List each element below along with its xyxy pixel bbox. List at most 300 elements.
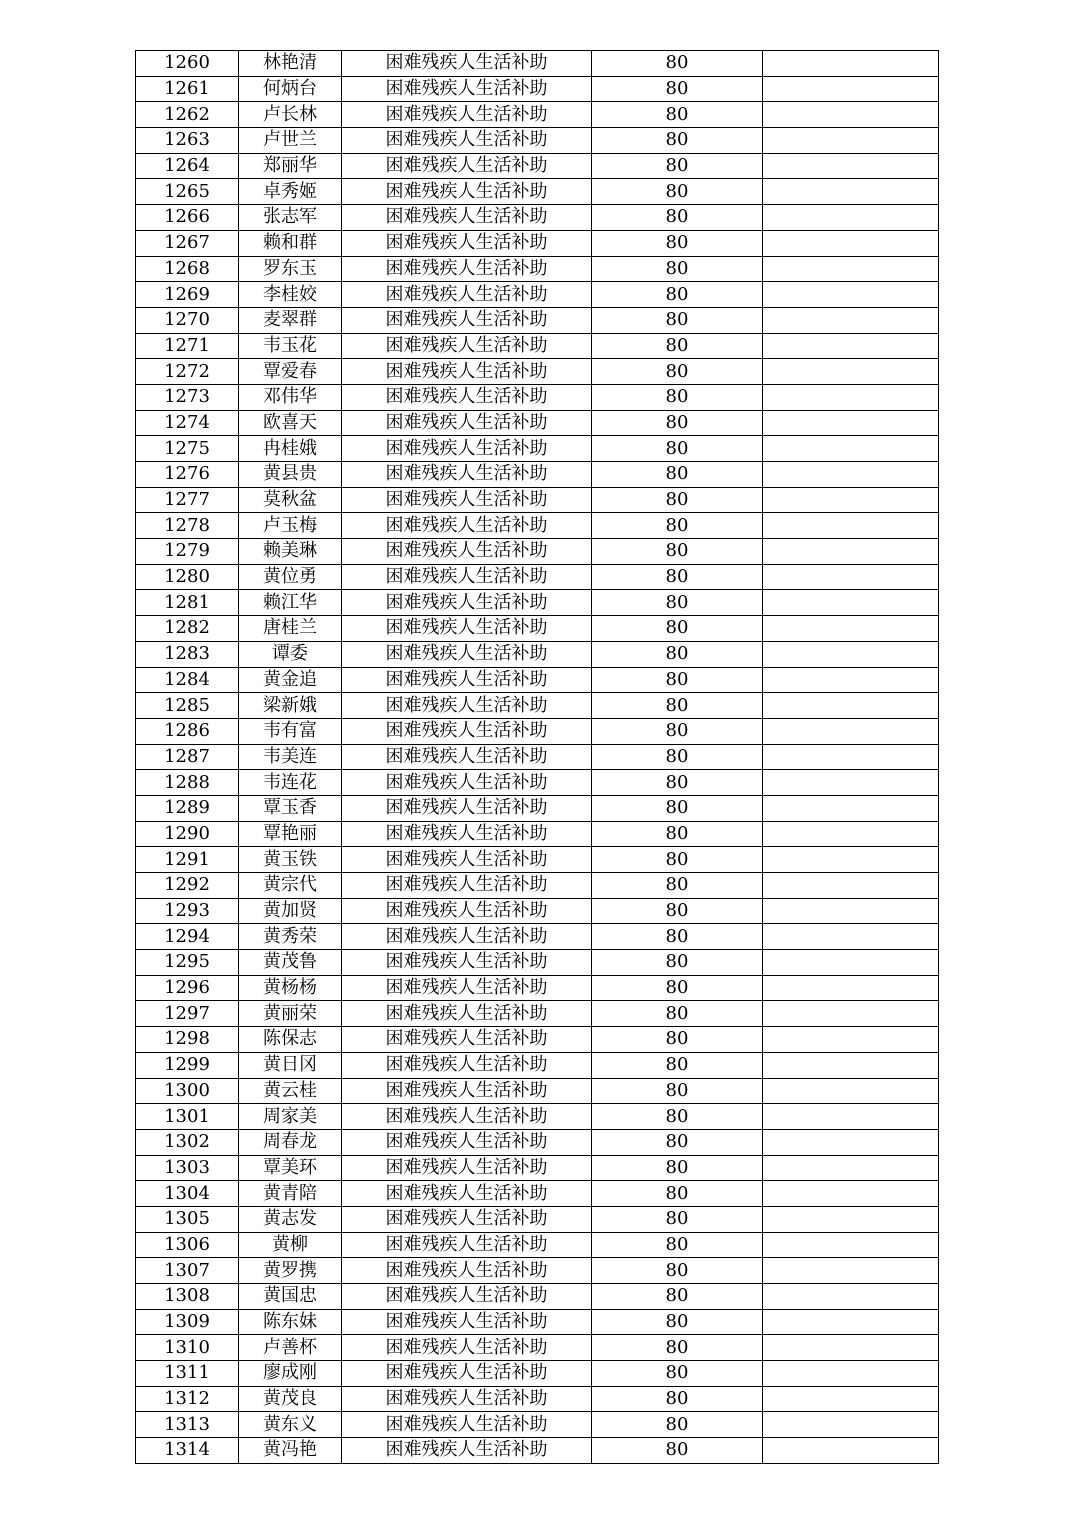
remarks-cell bbox=[763, 873, 939, 899]
subsidy-type-cell: 困难残疾人生活补助 bbox=[342, 847, 592, 873]
amount-cell: 80 bbox=[592, 667, 763, 693]
remarks-cell bbox=[763, 205, 939, 231]
row-number-cell: 1299 bbox=[136, 1052, 239, 1078]
remarks-cell bbox=[763, 1438, 939, 1464]
row-number-cell: 1273 bbox=[136, 384, 239, 410]
subsidy-type-cell: 困难残疾人生活补助 bbox=[342, 1258, 592, 1284]
table-row bbox=[136, 1309, 939, 1335]
table-row bbox=[136, 1027, 939, 1053]
row-number-cell: 1283 bbox=[136, 641, 239, 667]
table-row bbox=[136, 693, 939, 719]
person-name-cell: 廖成刚 bbox=[239, 1361, 342, 1387]
subsidy-table bbox=[135, 50, 939, 1464]
subsidy-type-cell: 困难残疾人生活补助 bbox=[342, 205, 592, 231]
amount-cell: 80 bbox=[592, 487, 763, 513]
subsidy-type-cell: 困难残疾人生活补助 bbox=[342, 128, 592, 154]
subsidy-type-cell: 困难残疾人生活补助 bbox=[342, 975, 592, 1001]
row-number-cell: 1274 bbox=[136, 410, 239, 436]
amount-cell: 80 bbox=[592, 1335, 763, 1361]
amount-cell: 80 bbox=[592, 102, 763, 128]
amount-cell: 80 bbox=[592, 1052, 763, 1078]
table-row bbox=[136, 1386, 939, 1412]
remarks-cell bbox=[763, 282, 939, 308]
amount-cell: 80 bbox=[592, 179, 763, 205]
remarks-cell bbox=[763, 179, 939, 205]
subsidy-type-cell: 困难残疾人生活补助 bbox=[342, 898, 592, 924]
remarks-cell bbox=[763, 1078, 939, 1104]
amount-cell: 80 bbox=[592, 256, 763, 282]
remarks-cell bbox=[763, 975, 939, 1001]
table-row bbox=[136, 950, 939, 976]
person-name-cell: 冉桂娥 bbox=[239, 436, 342, 462]
person-name-cell: 韦玉花 bbox=[239, 333, 342, 359]
subsidy-type-cell: 困难残疾人生活补助 bbox=[342, 718, 592, 744]
row-number-cell: 1292 bbox=[136, 873, 239, 899]
person-name-cell: 黄东义 bbox=[239, 1412, 342, 1438]
subsidy-type-cell: 困难残疾人生活补助 bbox=[342, 307, 592, 333]
person-name-cell: 张志军 bbox=[239, 205, 342, 231]
table-row bbox=[136, 539, 939, 565]
remarks-cell bbox=[763, 153, 939, 179]
subsidy-type-cell: 困难残疾人生活补助 bbox=[342, 1361, 592, 1387]
remarks-cell bbox=[763, 1386, 939, 1412]
amount-cell: 80 bbox=[592, 1386, 763, 1412]
remarks-cell bbox=[763, 1258, 939, 1284]
amount-cell: 80 bbox=[592, 410, 763, 436]
row-number-cell: 1309 bbox=[136, 1309, 239, 1335]
table-row bbox=[136, 616, 939, 642]
remarks-cell bbox=[763, 76, 939, 102]
person-name-cell: 黄日冈 bbox=[239, 1052, 342, 1078]
amount-cell: 80 bbox=[592, 282, 763, 308]
row-number-cell: 1303 bbox=[136, 1155, 239, 1181]
person-name-cell: 黄国忠 bbox=[239, 1284, 342, 1310]
row-number-cell: 1297 bbox=[136, 1001, 239, 1027]
person-name-cell: 韦美连 bbox=[239, 744, 342, 770]
subsidy-type-cell: 困难残疾人生活补助 bbox=[342, 282, 592, 308]
row-number-cell: 1291 bbox=[136, 847, 239, 873]
amount-cell: 80 bbox=[592, 539, 763, 565]
person-name-cell: 谭委 bbox=[239, 641, 342, 667]
person-name-cell: 覃爱春 bbox=[239, 359, 342, 385]
row-number-cell: 1266 bbox=[136, 205, 239, 231]
table-row bbox=[136, 282, 939, 308]
row-number-cell: 1294 bbox=[136, 924, 239, 950]
amount-cell: 80 bbox=[592, 590, 763, 616]
table-row bbox=[136, 1155, 939, 1181]
remarks-cell bbox=[763, 898, 939, 924]
table-row bbox=[136, 873, 939, 899]
person-name-cell: 黄金追 bbox=[239, 667, 342, 693]
person-name-cell: 黄志发 bbox=[239, 1206, 342, 1232]
table-row bbox=[136, 898, 939, 924]
table-row bbox=[136, 1129, 939, 1155]
person-name-cell: 周家美 bbox=[239, 1104, 342, 1130]
amount-cell: 80 bbox=[592, 462, 763, 488]
remarks-cell bbox=[763, 1155, 939, 1181]
subsidy-type-cell: 困难残疾人生活补助 bbox=[342, 1129, 592, 1155]
person-name-cell: 黄丽荣 bbox=[239, 1001, 342, 1027]
table-row bbox=[136, 795, 939, 821]
row-number-cell: 1260 bbox=[136, 51, 239, 77]
person-name-cell: 黄加贤 bbox=[239, 898, 342, 924]
subsidy-type-cell: 困难残疾人生活补助 bbox=[342, 1438, 592, 1464]
row-number-cell: 1306 bbox=[136, 1232, 239, 1258]
table-row bbox=[136, 744, 939, 770]
person-name-cell: 周春龙 bbox=[239, 1129, 342, 1155]
person-name-cell: 黄位勇 bbox=[239, 564, 342, 590]
subsidy-type-cell: 困难残疾人生活补助 bbox=[342, 153, 592, 179]
remarks-cell bbox=[763, 1412, 939, 1438]
person-name-cell: 梁新娥 bbox=[239, 693, 342, 719]
row-number-cell: 1280 bbox=[136, 564, 239, 590]
remarks-cell bbox=[763, 1335, 939, 1361]
row-number-cell: 1265 bbox=[136, 179, 239, 205]
row-number-cell: 1287 bbox=[136, 744, 239, 770]
row-number-cell: 1278 bbox=[136, 513, 239, 539]
amount-cell: 80 bbox=[592, 1078, 763, 1104]
subsidy-type-cell: 困难残疾人生活补助 bbox=[342, 1181, 592, 1207]
subsidy-type-cell: 困难残疾人生活补助 bbox=[342, 1412, 592, 1438]
person-name-cell: 覃美环 bbox=[239, 1155, 342, 1181]
amount-cell: 80 bbox=[592, 1104, 763, 1130]
row-number-cell: 1312 bbox=[136, 1386, 239, 1412]
remarks-cell bbox=[763, 1129, 939, 1155]
person-name-cell: 陈保志 bbox=[239, 1027, 342, 1053]
amount-cell: 80 bbox=[592, 616, 763, 642]
remarks-cell bbox=[763, 1309, 939, 1335]
table-row bbox=[136, 436, 939, 462]
person-name-cell: 黄秀荣 bbox=[239, 924, 342, 950]
person-name-cell: 欧喜天 bbox=[239, 410, 342, 436]
amount-cell: 80 bbox=[592, 1258, 763, 1284]
person-name-cell: 赖美琳 bbox=[239, 539, 342, 565]
row-number-cell: 1275 bbox=[136, 436, 239, 462]
table-row bbox=[136, 1412, 939, 1438]
subsidy-type-cell: 困难残疾人生活补助 bbox=[342, 462, 592, 488]
subsidy-type-cell: 困难残疾人生活补助 bbox=[342, 1335, 592, 1361]
subsidy-type-cell: 困难残疾人生活补助 bbox=[342, 873, 592, 899]
amount-cell: 80 bbox=[592, 1284, 763, 1310]
table-row bbox=[136, 1361, 939, 1387]
table-row bbox=[136, 384, 939, 410]
row-number-cell: 1314 bbox=[136, 1438, 239, 1464]
person-name-cell: 罗东玉 bbox=[239, 256, 342, 282]
person-name-cell: 赖和群 bbox=[239, 230, 342, 256]
row-number-cell: 1270 bbox=[136, 307, 239, 333]
amount-cell: 80 bbox=[592, 564, 763, 590]
row-number-cell: 1269 bbox=[136, 282, 239, 308]
subsidy-type-cell: 困难残疾人生活补助 bbox=[342, 102, 592, 128]
amount-cell: 80 bbox=[592, 795, 763, 821]
amount-cell: 80 bbox=[592, 513, 763, 539]
amount-cell: 80 bbox=[592, 230, 763, 256]
person-name-cell: 林艳清 bbox=[239, 51, 342, 77]
remarks-cell bbox=[763, 667, 939, 693]
row-number-cell: 1295 bbox=[136, 950, 239, 976]
subsidy-type-cell: 困难残疾人生活补助 bbox=[342, 616, 592, 642]
amount-cell: 80 bbox=[592, 1206, 763, 1232]
row-number-cell: 1307 bbox=[136, 1258, 239, 1284]
table-row bbox=[136, 718, 939, 744]
row-number-cell: 1281 bbox=[136, 590, 239, 616]
remarks-cell bbox=[763, 410, 939, 436]
amount-cell: 80 bbox=[592, 641, 763, 667]
row-number-cell: 1279 bbox=[136, 539, 239, 565]
subsidy-type-cell: 困难残疾人生活补助 bbox=[342, 590, 592, 616]
table-row bbox=[136, 153, 939, 179]
remarks-cell bbox=[763, 307, 939, 333]
row-number-cell: 1313 bbox=[136, 1412, 239, 1438]
subsidy-type-cell: 困难残疾人生活补助 bbox=[342, 1309, 592, 1335]
person-name-cell: 赖江华 bbox=[239, 590, 342, 616]
remarks-cell bbox=[763, 128, 939, 154]
row-number-cell: 1296 bbox=[136, 975, 239, 1001]
remarks-cell bbox=[763, 487, 939, 513]
amount-cell: 80 bbox=[592, 128, 763, 154]
row-number-cell: 1267 bbox=[136, 230, 239, 256]
table-row bbox=[136, 76, 939, 102]
remarks-cell bbox=[763, 539, 939, 565]
table-row bbox=[136, 256, 939, 282]
amount-cell: 80 bbox=[592, 693, 763, 719]
table-row bbox=[136, 1438, 939, 1464]
row-number-cell: 1286 bbox=[136, 718, 239, 744]
row-number-cell: 1301 bbox=[136, 1104, 239, 1130]
table-row bbox=[136, 641, 939, 667]
subsidy-type-cell: 困难残疾人生活补助 bbox=[342, 1052, 592, 1078]
amount-cell: 80 bbox=[592, 744, 763, 770]
amount-cell: 80 bbox=[592, 821, 763, 847]
person-name-cell: 李桂姣 bbox=[239, 282, 342, 308]
table-row bbox=[136, 179, 939, 205]
table-row bbox=[136, 1078, 939, 1104]
table-row bbox=[136, 1258, 939, 1284]
row-number-cell: 1305 bbox=[136, 1206, 239, 1232]
person-name-cell: 黄青陪 bbox=[239, 1181, 342, 1207]
subsidy-type-cell: 困难残疾人生活补助 bbox=[342, 1386, 592, 1412]
table-row bbox=[136, 667, 939, 693]
remarks-cell bbox=[763, 102, 939, 128]
person-name-cell: 黄县贵 bbox=[239, 462, 342, 488]
table-row bbox=[136, 1001, 939, 1027]
table-row bbox=[136, 513, 939, 539]
table-row bbox=[136, 333, 939, 359]
amount-cell: 80 bbox=[592, 1001, 763, 1027]
remarks-cell bbox=[763, 641, 939, 667]
table-row bbox=[136, 410, 939, 436]
table-body bbox=[136, 51, 939, 1464]
amount-cell: 80 bbox=[592, 924, 763, 950]
subsidy-type-cell: 困难残疾人生活补助 bbox=[342, 795, 592, 821]
person-name-cell: 覃玉香 bbox=[239, 795, 342, 821]
subsidy-type-cell: 困难残疾人生活补助 bbox=[342, 513, 592, 539]
remarks-cell bbox=[763, 1361, 939, 1387]
row-number-cell: 1311 bbox=[136, 1361, 239, 1387]
table-row bbox=[136, 924, 939, 950]
person-name-cell: 黄云桂 bbox=[239, 1078, 342, 1104]
subsidy-type-cell: 困难残疾人生活补助 bbox=[342, 179, 592, 205]
table-row bbox=[136, 1232, 939, 1258]
amount-cell: 80 bbox=[592, 205, 763, 231]
amount-cell: 80 bbox=[592, 76, 763, 102]
table-row bbox=[136, 1181, 939, 1207]
person-name-cell: 韦有富 bbox=[239, 718, 342, 744]
amount-cell: 80 bbox=[592, 873, 763, 899]
person-name-cell: 莫秋盆 bbox=[239, 487, 342, 513]
remarks-cell bbox=[763, 333, 939, 359]
subsidy-type-cell: 困难残疾人生活补助 bbox=[342, 384, 592, 410]
subsidy-type-cell: 困难残疾人生活补助 bbox=[342, 1001, 592, 1027]
amount-cell: 80 bbox=[592, 333, 763, 359]
remarks-cell bbox=[763, 359, 939, 385]
subsidy-type-cell: 困难残疾人生活补助 bbox=[342, 436, 592, 462]
table-row bbox=[136, 1206, 939, 1232]
amount-cell: 80 bbox=[592, 847, 763, 873]
remarks-cell bbox=[763, 950, 939, 976]
person-name-cell: 覃艳丽 bbox=[239, 821, 342, 847]
row-number-cell: 1300 bbox=[136, 1078, 239, 1104]
person-name-cell: 邓伟华 bbox=[239, 384, 342, 410]
row-number-cell: 1284 bbox=[136, 667, 239, 693]
row-number-cell: 1264 bbox=[136, 153, 239, 179]
row-number-cell: 1268 bbox=[136, 256, 239, 282]
table-row bbox=[136, 128, 939, 154]
amount-cell: 80 bbox=[592, 307, 763, 333]
row-number-cell: 1308 bbox=[136, 1284, 239, 1310]
amount-cell: 80 bbox=[592, 975, 763, 1001]
person-name-cell: 黄柳 bbox=[239, 1232, 342, 1258]
subsidy-type-cell: 困难残疾人生活补助 bbox=[342, 693, 592, 719]
table-row bbox=[136, 1284, 939, 1310]
remarks-cell bbox=[763, 924, 939, 950]
subsidy-type-cell: 困难残疾人生活补助 bbox=[342, 564, 592, 590]
row-number-cell: 1310 bbox=[136, 1335, 239, 1361]
remarks-cell bbox=[763, 718, 939, 744]
person-name-cell: 卢玉梅 bbox=[239, 513, 342, 539]
amount-cell: 80 bbox=[592, 1232, 763, 1258]
amount-cell: 80 bbox=[592, 1361, 763, 1387]
table-row bbox=[136, 359, 939, 385]
person-name-cell: 黄冯艳 bbox=[239, 1438, 342, 1464]
person-name-cell: 唐桂兰 bbox=[239, 616, 342, 642]
remarks-cell bbox=[763, 693, 939, 719]
table-row bbox=[136, 564, 939, 590]
remarks-cell bbox=[763, 564, 939, 590]
table-row bbox=[136, 590, 939, 616]
row-number-cell: 1302 bbox=[136, 1129, 239, 1155]
person-name-cell: 郑丽华 bbox=[239, 153, 342, 179]
table-row bbox=[136, 102, 939, 128]
subsidy-type-cell: 困难残疾人生活补助 bbox=[342, 744, 592, 770]
amount-cell: 80 bbox=[592, 1309, 763, 1335]
remarks-cell bbox=[763, 1001, 939, 1027]
row-number-cell: 1293 bbox=[136, 898, 239, 924]
row-number-cell: 1282 bbox=[136, 616, 239, 642]
person-name-cell: 卢世兰 bbox=[239, 128, 342, 154]
subsidy-type-cell: 困难残疾人生活补助 bbox=[342, 641, 592, 667]
remarks-cell bbox=[763, 847, 939, 873]
row-number-cell: 1289 bbox=[136, 795, 239, 821]
remarks-cell bbox=[763, 384, 939, 410]
person-name-cell: 韦连花 bbox=[239, 770, 342, 796]
amount-cell: 80 bbox=[592, 436, 763, 462]
subsidy-type-cell: 困难残疾人生活补助 bbox=[342, 950, 592, 976]
row-number-cell: 1298 bbox=[136, 1027, 239, 1053]
remarks-cell bbox=[763, 51, 939, 77]
subsidy-type-cell: 困难残疾人生活补助 bbox=[342, 539, 592, 565]
row-number-cell: 1285 bbox=[136, 693, 239, 719]
row-number-cell: 1261 bbox=[136, 76, 239, 102]
table-row bbox=[136, 821, 939, 847]
table-row bbox=[136, 847, 939, 873]
amount-cell: 80 bbox=[592, 153, 763, 179]
table-row bbox=[136, 307, 939, 333]
row-number-cell: 1290 bbox=[136, 821, 239, 847]
remarks-cell bbox=[763, 1232, 939, 1258]
person-name-cell: 黄茂鲁 bbox=[239, 950, 342, 976]
subsidy-type-cell: 困难残疾人生活补助 bbox=[342, 1104, 592, 1130]
subsidy-type-cell: 困难残疾人生活补助 bbox=[342, 256, 592, 282]
amount-cell: 80 bbox=[592, 359, 763, 385]
remarks-cell bbox=[763, 462, 939, 488]
remarks-cell bbox=[763, 436, 939, 462]
subsidy-type-cell: 困难残疾人生活补助 bbox=[342, 1027, 592, 1053]
person-name-cell: 黄杨杨 bbox=[239, 975, 342, 1001]
person-name-cell: 黄罗携 bbox=[239, 1258, 342, 1284]
amount-cell: 80 bbox=[592, 1181, 763, 1207]
remarks-cell bbox=[763, 744, 939, 770]
row-number-cell: 1272 bbox=[136, 359, 239, 385]
person-name-cell: 卢长林 bbox=[239, 102, 342, 128]
row-number-cell: 1277 bbox=[136, 487, 239, 513]
subsidy-type-cell: 困难残疾人生活补助 bbox=[342, 1284, 592, 1310]
subsidy-type-cell: 困难残疾人生活补助 bbox=[342, 924, 592, 950]
amount-cell: 80 bbox=[592, 898, 763, 924]
subsidy-type-cell: 困难残疾人生活补助 bbox=[342, 1155, 592, 1181]
remarks-cell bbox=[763, 1206, 939, 1232]
remarks-cell bbox=[763, 1052, 939, 1078]
amount-cell: 80 bbox=[592, 1027, 763, 1053]
amount-cell: 80 bbox=[592, 51, 763, 77]
subsidy-type-cell: 困难残疾人生活补助 bbox=[342, 1206, 592, 1232]
subsidy-type-cell: 困难残疾人生活补助 bbox=[342, 1078, 592, 1104]
subsidy-type-cell: 困难残疾人生活补助 bbox=[342, 410, 592, 436]
subsidy-type-cell: 困难残疾人生活补助 bbox=[342, 1232, 592, 1258]
remarks-cell bbox=[763, 1181, 939, 1207]
subsidy-type-cell: 困难残疾人生活补助 bbox=[342, 667, 592, 693]
remarks-cell bbox=[763, 770, 939, 796]
person-name-cell: 何炳台 bbox=[239, 76, 342, 102]
table-row bbox=[136, 1104, 939, 1130]
subsidy-type-cell: 困难残疾人生活补助 bbox=[342, 230, 592, 256]
table-row bbox=[136, 51, 939, 77]
amount-cell: 80 bbox=[592, 770, 763, 796]
subsidy-type-cell: 困难残疾人生活补助 bbox=[342, 359, 592, 385]
row-number-cell: 1271 bbox=[136, 333, 239, 359]
amount-cell: 80 bbox=[592, 1438, 763, 1464]
person-name-cell: 卓秀姬 bbox=[239, 179, 342, 205]
amount-cell: 80 bbox=[592, 1412, 763, 1438]
remarks-cell bbox=[763, 616, 939, 642]
table-row bbox=[136, 487, 939, 513]
row-number-cell: 1288 bbox=[136, 770, 239, 796]
table-row bbox=[136, 1052, 939, 1078]
person-name-cell: 黄茂良 bbox=[239, 1386, 342, 1412]
subsidy-type-cell: 困难残疾人生活补助 bbox=[342, 333, 592, 359]
table-row bbox=[136, 205, 939, 231]
remarks-cell bbox=[763, 821, 939, 847]
